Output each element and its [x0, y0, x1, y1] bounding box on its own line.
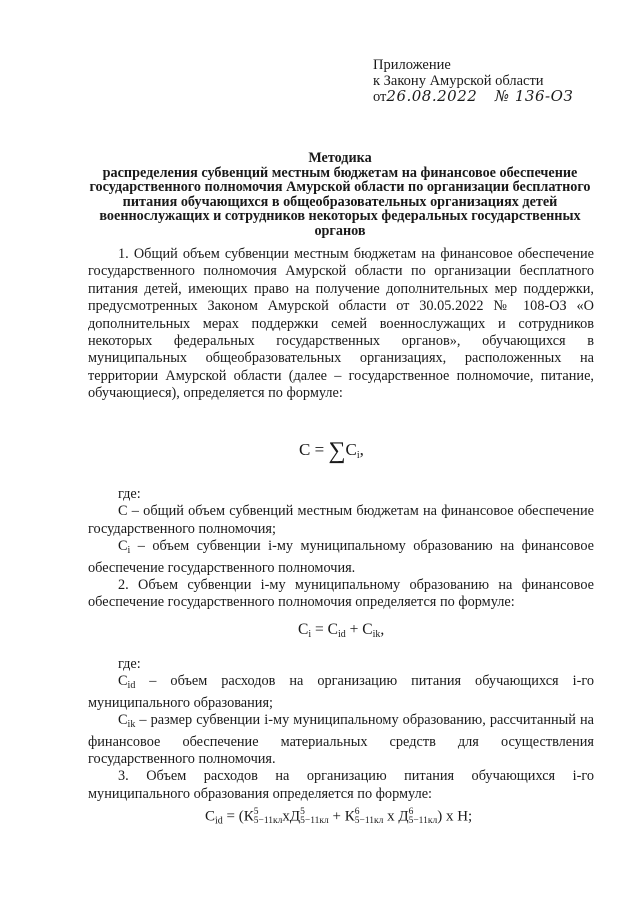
definition-cid: $C_{id}$ – объем расходов на организацию питания обучающихся i-го муниципального образования; [88, 673, 594, 711]
paragraph-2: 2. Объем субвенции i-му муниципальному образованию на финансовое обеспечение государственного полномочия определяется по формуле: [88, 577, 594, 611]
appendix-line2: к Закону Амурской области [373, 72, 544, 89]
formula-2: $C_i = C_{id} + C_{ik}$, [298, 621, 385, 640]
handwritten-number: № 136-ОЗ [494, 87, 574, 105]
document-title [80, 151, 600, 239]
title-text: распределения субвенций местным бюджетам на финансовое обеспечение государственного полномочия Амурской области по организации бесплатного питания обучающихся в общеобразовательных организациях детей военнослужащих и сотрудников некоторых федеральных государственных органов [89, 164, 591, 239]
appendix-block [373, 58, 573, 106]
where-label-2: где: [118, 656, 141, 672]
appendix-line3: от26.08.2022 № 136-ОЗ [373, 87, 574, 105]
definition-cik: $C_{ik}$ – размер субвенции i-му муниципальному образованию, рассчитанный на финансовое обеспечение материальных средств для осуществления государственного полномочия. [88, 712, 594, 768]
appendix-line1: Приложение [373, 57, 451, 73]
handwritten-date: 26.08.2022 [386, 87, 478, 105]
definition-ci: $C_i$ – объем субвенции i-му муниципальному образованию на финансовое обеспечение государственного полномочия. [88, 538, 594, 576]
paragraph-1: 1. Общий объем субвенции местным бюджетам на финансовое обеспечение государственного полномочия Амурской области по организации бесплатного питания детей, имеющих право на получение дополнительных мер поддержки, предусмотренных Законом Амурской области от 30.05.2022 № 108-ОЗ «О дополнительных мерах поддержки семей военнослужащих и сотрудников некоторых федеральных государственных органов», обучающихся в муниципальных общеобразовательных организациях, расположенных на территории Амурской области (далее – государственное полномочие, питание, обучающиеся), определяется по формуле: [88, 246, 594, 402]
section-2-defs [88, 656, 594, 803]
section-1 [88, 246, 594, 403]
formula-1: $C = \sum C_i$, [299, 438, 364, 464]
where-label-1: где: [118, 486, 141, 502]
formula-3: $C_{id} = (К$ 5 5−11кл хД 5 5−11кл + К 6 5−11кл х Д 6 5−11кл ) х Н; [205, 807, 473, 827]
section-1-defs [88, 486, 594, 612]
paragraph-3: 3. Объем расходов на организацию питания обучающихся i-го муниципального образования определяется по формуле: [88, 768, 594, 802]
title-heading: Методика [308, 150, 372, 166]
definition-c: С – общий объем субвенций местным бюджетам на финансовое обеспечение государственного полномочия; [88, 503, 594, 537]
